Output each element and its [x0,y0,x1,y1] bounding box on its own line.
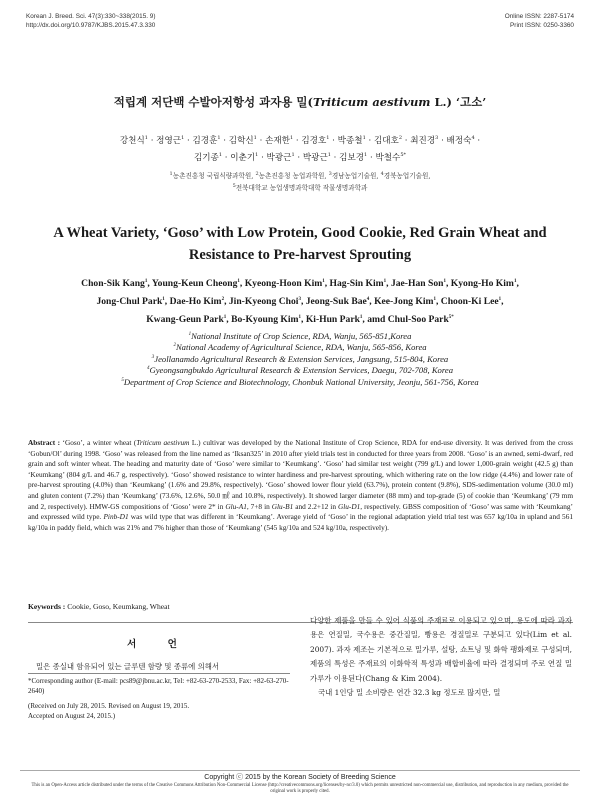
author-name: Jae-Han Son [390,278,444,289]
english-authors-line2: Jong-Chul Park$^1$, Dae-Ho Kim$^2$, Jin-Kyeong Choi$^3$, Jeong-Suk Bae$^4$, Kee-Jong Kim$^1$, Choon-Ki Lee$^1$, [96,296,504,307]
author-affiliation-mark: 5* [448,314,454,320]
korean-title-species: Triticum aestivum [312,95,431,109]
english-authors-line3: Kwang-Geun Park$^1$, Bo-Kyoung Kim$^1$, Ki-Hun Park$^1$, amd Chul-Soo Park$^{5*}$ [146,314,454,325]
author-name: 최진경 [410,136,436,146]
author-name: 김경훈 [192,136,218,146]
affiliation-text: National Academy of Agricultural Science, RDA, Wanju, 565-856, Korea [175,342,427,353]
author-affiliation-mark: 1 [327,152,331,159]
author-name: 김기종 [193,153,219,163]
author-affiliation-mark: 1 [162,296,165,302]
author-name: 이춘기 [230,153,256,163]
author-name: 박종철 [337,136,363,146]
author-affiliation-mark: 1 [218,152,223,159]
author-name: 김대호 [373,136,399,146]
author-affiliation-mark: 1 [362,135,366,142]
author-name: Ki-Hun Park [305,314,360,325]
affiliation-mark: 3 [328,170,332,177]
author-affiliation-mark: 1 [144,278,148,284]
affiliation-text: 농촌진흥청 국립식량과학원, [172,172,256,180]
english-affiliation [60,365,540,376]
abstract-gene: Glu-A1 [225,501,247,511]
english-affiliation [60,354,540,365]
author-affiliation-mark: 1 [322,278,325,284]
abstract-gene: Glu-D1 [337,501,361,511]
corresponding-author-note: *Corresponding author (E-mail: pcs89@jbnu.ac.kr, Tel: +82-63-270-2533, Fax: +82-63-270-2640) [28,677,289,695]
doi-link[interactable]: http://dx.doi.org/10.9787/KJBS.2015.47.3.330 [26,22,156,29]
english-title: A Wheat Variety, ‘Goso’ with Low Protein, Good Cookie, Red Grain Wheat and Resistance to Pre-harvest Sprouting [53,225,547,263]
author-affiliation-mark: 1 [364,152,368,159]
author-name: amd Chul-Soo Park [367,314,449,325]
author-affiliation-mark: 1 [359,314,363,320]
accepted-date: Accepted on August 24, 2015.) [28,712,116,720]
author-affiliation-mark: 2 [221,296,225,302]
author-affiliation-mark: 2 [398,135,403,142]
author-name: Jong-Chul Park [96,296,163,307]
left-column [28,636,290,674]
korean-authors-line2: 김기종$^1$ · 이춘기$^1$ · 박광근$^1$ · 박광근$^1$ · 김보경$^1$ · 박철수$^{5*}$ [193,152,407,163]
english-authors-line1: Chon-Sik Kang$^1$, Young-Keun Cheong$^1$, Kyeong-Hoon Kim$^1$, Hag-Sin Kim$^1$, Jae-Han Son$^1$, Kyong-Ho Kim$^1$, [81,278,519,289]
author-affiliation-mark: 1 [217,135,221,142]
affiliation-mark: 2 [173,343,176,349]
affiliation-text: 전북대학교 농업생명과학대학 작물생명과학과 [235,184,368,192]
author-affiliation-mark: 1 [298,314,302,320]
header-left [26,12,156,30]
affiliation-mark: 1 [169,170,173,177]
intro-heading: 서 언 [127,639,191,650]
english-affiliation [60,377,540,388]
abstract-text: and 2.2+12 in [293,501,338,511]
korean-title-suffix: L.) ‘고소’ [430,95,487,109]
footer-divider [20,770,580,771]
author-name: 김경호 [301,136,327,146]
author-name: Kee-Jong Kim [374,296,434,307]
korean-title [0,94,600,110]
author-affiliation-mark: 1 [255,152,259,159]
author-name: Young-Keun Cheong [151,278,238,289]
affiliation-mark: 4 [146,366,150,372]
header-right [505,12,574,30]
english-affiliation [60,342,540,353]
author-name: 정영근 [156,136,182,146]
author-affiliation-mark: 5* [400,152,407,159]
affiliation-text: Department of Crop Science and Biotechnology, Chonbuk National University, Jeonju, 561-756, Korea [123,376,479,387]
author-name: Jin-Kyeong Choi [228,296,299,307]
author-affiliation-mark: 3 [435,135,439,142]
author-affiliation-mark: 1 [433,296,436,302]
english-affiliations [60,331,540,388]
affiliation-mark: 3 [151,354,155,360]
korean-title-prefix: 적립계 저단백 수발아저항성 과자용 밀( [113,95,313,109]
author-name: Bo-Kyoung Kim [231,314,299,325]
received-date: (Received on July 28, 2015. Revised on August 19, 2015. [28,702,190,710]
author-name: 박광근 [266,153,292,163]
online-issn: Online ISSN: 2287-5174 [504,13,574,20]
author-name: Dae-Ho Kim [169,296,222,307]
author-affiliation-mark: 1 [513,278,517,284]
author-name: Kyeong-Hoon Kim [244,278,323,289]
korean-affiliations-line1 [60,171,540,181]
author-name: Kyong-Ho Kim [450,278,514,289]
author-affiliation-mark: 1 [237,278,240,284]
korean-authors-line1: 강천식$^1$ · 정영근$^1$ · 김경훈$^1$ · 김학신$^1$ · 손재한$^1$ · 김경호$^1$ · 박종철$^1$ · 김대호$^2$ · 최진경$^3$ · 배정숙$^4$ · [119,135,481,146]
author-name: 배정숙 [446,136,472,146]
affiliation-text: 농촌진흥청 농업과학원, [258,172,329,180]
author-name: 손재한 [265,136,290,146]
author-name: Chon-Sik Kang [81,278,145,289]
author-affiliation-mark: 1 [144,135,148,142]
abstract-text: L.) cultivar was developed by the National Institute of Crop Science, RDA for end-use diversity. It was derived from the cross ‘Gobun/Ol’ during 1998. ‘Goso’ was released from the line named as ‘Iksan325’ in 2010 after yield trials test in conducted for three years from 2008. ‘Goso’ is an awned, semi-dwarf, red grain and soft winter wheat. The heading and maturity date of ‘Goso’ were similar to ‘Keumkang’. ‘Goso’ had similar test weight (799 g/L) and lower 1,000-grain weight (42.5 g) than ‘Keumkang’ (804 g/L and 46.7 g, respectively). ‘Goso’ showed resistance to winter hardiness and pre-harvest sprouting, which withering rate on the low ridge (4.4%) and lower rate of pre-harvest sprouting (4.0%) than ‘Keumkang’ (1.6% and 29.8%, respectively). ‘Goso’ showed lower flour yield (63.7%), protein content (9.8%), SDS-sedimentation volume (30.0 ml) and gluten content (7.2%) than ‘Keumkang’ (73.6%, 12.6%, 50.0 ㎖ and 10.8%, respectively). It showed larger diameter (88 mm) and top-grade (5) of cookie than ‘Keumkang’ (79 mm and 2, respectively). HMW-GS compositions of ‘Goso’ were 2* in [28,438,573,511]
affiliation-text: Jeollanamdo Agricultural Research & Extension Services, Jangsung, 515-804, Korea [154,353,449,364]
author-name: 김학신 [228,136,254,146]
license-notice: This is an Open-Access article distributed under the terms of the Creative Commons Attribution Non-Commercial License (http://creativecommons.org/licenses/by-nc/3.0) which permits unrestricted non-commercial use, distribution, and reproduction in any medium, provided the original work is properly cited. [31,783,569,795]
author-name: 박철수 [375,153,401,163]
keywords-label: Keywords : [28,602,66,611]
abstract-text: , respectively. GBSS composition of ‘Goso’ was same with ‘Keumkang’ and expressed wild type. [28,501,573,522]
keywords [28,602,170,611]
journal-citation: Korean J. Breed. Sci. 47(3):330~338(2015. 9) [26,13,156,20]
intro-right-paragraph-2: 국내 1인당 밀 소비량은 연간 32.3 kg 정도로 많지만, 밀 [318,688,501,698]
footnote-divider [28,673,290,674]
author-affiliation-mark: 3 [298,296,301,302]
author-affiliation-mark: 1 [443,278,446,284]
author-affiliation-mark: 1 [291,152,295,159]
abstract-label: Abstract : [28,438,61,447]
author-affiliation-mark: 1 [223,314,227,320]
copyright-notice: Copyright ⓒ 2015 by the Korean Society of Breeding Science [204,774,396,781]
affiliation-mark: 4 [380,170,384,177]
author-affiliation-mark: 1 [181,135,185,142]
english-affiliation [60,331,540,342]
author-name: 강천식 [119,136,145,146]
author-affiliation-mark: 1 [253,135,257,142]
author-name: 박광근 [302,153,328,163]
author-name: Kwang-Geun Park [146,314,224,325]
abstract-text: ‘Goso’, a winter wheat ( [60,438,137,447]
affiliation-text: 경남농업기술원, [331,172,381,180]
author-affiliation-mark: 4 [471,135,475,142]
affiliation-text: 경북농업기술원, [383,172,431,180]
affiliation-mark: 2 [255,170,259,177]
affiliation-mark: 5 [121,377,124,383]
affiliation-mark: 5 [232,182,236,189]
author-affiliation-mark: 1 [383,278,387,284]
abstract-gene: Glu-B1 [271,501,294,511]
abstract-text: was wild type that was different in ‘Keumkang’. Average yield of ‘Goso’ in the regional adaptation yield trial test was 657 kg/10a in upland and 561 kg/10a in paddy field, which was 21% and 7% higher than those of ‘Keumkang’ (545 kg/10a and 524 kg/10a, respectively). [28,512,573,532]
keywords-text: Cookie, Goso, Keumkang, Wheat [65,602,170,611]
abstract-text: , 7+8 in [246,501,272,511]
affiliation-text: National Institute of Crop Science, RDA, Wanju, 565-851,Korea [191,331,412,341]
abstract-gene: Pinb-D1 [103,512,129,522]
author-affiliation-mark: 4 [366,296,370,302]
author-affiliation-mark: 1 [289,135,294,142]
right-column [310,614,572,700]
author-name: 김보경 [339,153,365,163]
affiliation-mark: 1 [188,332,192,338]
author-name: Choon-Ki Lee [440,296,499,307]
intro-right-paragraph: 다양한 제품을 만들 수 있어 식품의 주재료로 이용되고 있으며, 용도에 따라 과자용은 연질밀, 국수용은 중간질밀, 빵용은 경질밀로 구분되고 있다(Lim et al. 2007). 과자 제조는 기본적으로 밀가루, 설탕, 쇼트닝 및 화학 팽화제로 구성되며, 제품의 특성은 주재료의 이화학적 특성과 배합비율에 따라 결정되며 주로 연질 밀가루가 이용된다(Chang & Kim 2004). [310,616,572,683]
author-affiliation-mark: 1 [326,135,330,142]
abstract [28,438,573,533]
affiliation-text: Gyeongsangbukdo Agricultural Research & Extension Services, Daegu, 702-708, Korea [149,365,453,376]
korean-affiliations-line2 [60,183,540,193]
abstract-species: Triticum aestivum [136,438,190,447]
author-name: Jeong-Suk Bae [305,296,367,307]
author-affiliation-mark: 1 [498,296,502,302]
author-name: Hag-Sin Kim [329,278,384,289]
print-issn: Print ISSN: 0250-3360 [510,22,574,29]
intro-left-paragraph: 밀은 종실내 함유되어 있는 글루텐 함량 및 종류에 의해서 [36,662,220,671]
